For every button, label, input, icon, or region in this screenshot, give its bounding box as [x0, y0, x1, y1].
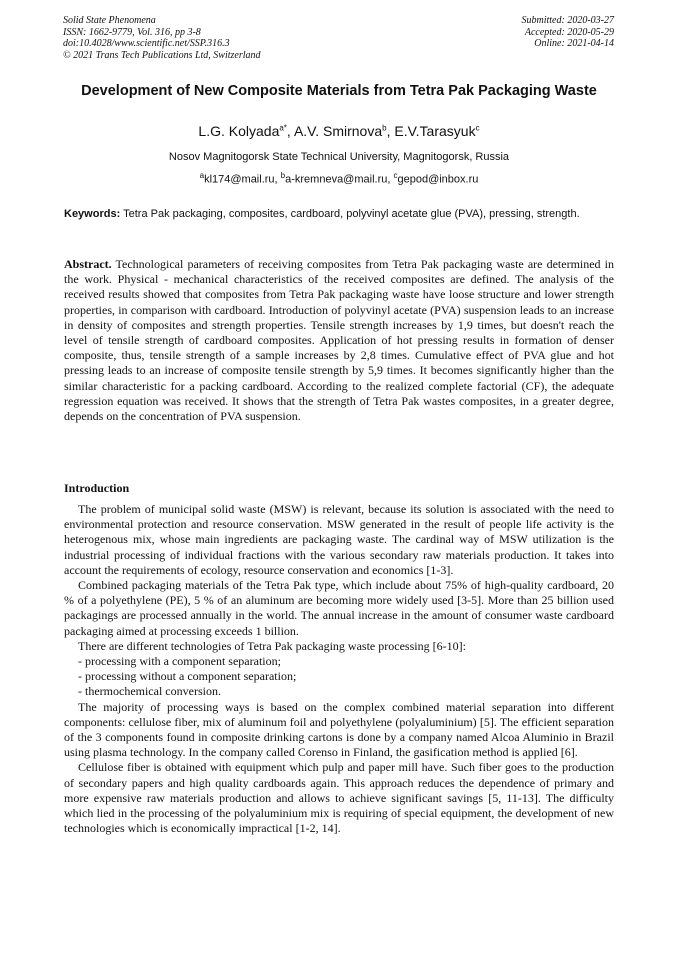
section-heading-introduction: Introduction [64, 481, 130, 495]
online-date: Online: 2021-04-14 [534, 38, 614, 49]
email-1: kl174@mail.ru, [204, 173, 281, 186]
author-1-sup: a* [279, 123, 287, 133]
abstract-label: Abstract. [64, 257, 112, 271]
submission-dates [522, 15, 615, 50]
author-3: E.V.Tarasyuk [394, 123, 476, 139]
abstract [64, 257, 614, 424]
journal-name: Solid State Phenomena [63, 15, 156, 26]
author-2-sup: b [382, 123, 387, 133]
submitted-date: Submitted: 2020-03-27 [521, 15, 614, 26]
intro-paragraph-4: The majority of processing ways is based on the complex combined material separation into different components: cellulose fiber, mix of aluminum foil and polyethylene (polyaluminium) [5]. The efficient separation of the 3 components found in composite drinking cartons is done by a company named Alcoa Aluminio in Brazil using plasma technology. In the company called Corenso in Finland, the gasification method is applied [6]. [64, 699, 614, 760]
paper-title: Development of New Composite Materials from Tetra Pak Packaging Waste [81, 83, 597, 99]
journal-copyright: © 2021 Trans Tech Publications Ltd, Switzerland [63, 49, 261, 61]
keywords-label: Keywords: [64, 208, 121, 220]
abstract-text: Technological parameters of receiving composites from Tetra Pak packaging waste are determined in the work. Physical - mechanical characteristics of the received composites are defined. The analysis of the received results showed that composites from Tetra Pak packaging waste have loose structure and lower strength properties, in comparison with cardboard. Introduction of polyvinyl acetate (PVA) suspension leads to an increase in density of composites and strength properties. Tensile strength increases by 1,9 times, but doesn't reach the level of tensile strength of cardboard composites. Application of hot pressing results in formation of denser composite, thus, tensile strength of a sample increases by 2,8 times. Cumulative effect of PVA glue and hot pressing leads to an increase of composite tensile strength by 5,9 times. It becomes significantly higher than the similar characteristic for a packing cardboard. According to the realized complete factorial (CF), the adequate regression equation was received. It shows that the strength of Tetra Pak wastes composites, in a greater degree, depends on the concentration of PVA suspension. [64, 257, 614, 424]
list-item-1: - processing with a component separation; [78, 654, 281, 669]
journal-info [63, 15, 261, 61]
keywords-text: Tetra Pak packaging, composites, cardboard, polyvinyl acetate glue (PVA), pressing, strength. [120, 208, 580, 220]
keywords [64, 207, 614, 222]
email-3-sup: c [393, 171, 398, 180]
author-emails [0, 171, 678, 186]
author-2: A.V. Smirnova [293, 123, 383, 139]
email-2: a-kremneva@mail.ru, [285, 173, 394, 186]
journal-issn: ISSN: 1662-9779, Vol. 316, pp 3-8 [63, 26, 201, 38]
email-1-sup: a [199, 171, 205, 180]
list-item-2: - processing without a component separation; [78, 669, 297, 684]
email-3: gepod@inbox.ru [397, 173, 479, 186]
journal-doi: doi:10.4028/www.scientific.net/SSP.316.3 [63, 38, 230, 49]
email-2-sup: b [280, 171, 286, 180]
author-1: L.G. Kolyada [198, 123, 280, 139]
accepted-date: Accepted: 2020-05-29 [524, 26, 614, 38]
author-3-sup: c [475, 123, 480, 133]
intro-paragraph-5: Cellulose fiber is obtained with equipment which pulp and paper mill have. Such fiber goes to the production of secondary papers and high quality cardboards again. This approach reduces the dependence of primary and more expensive raw materials production and allows to achieve significant savings [5, 11-13]. The difficulty which lied in the processing of the polyaluminium mix is requiring of special equipment, the development of new technologies which is economically impractical [1-2, 14]. [64, 760, 614, 836]
introduction-body [64, 502, 614, 836]
list-item-3: - thermochemical conversion. [78, 684, 221, 699]
intro-paragraph-2: Combined packaging materials of the Tetra Pak type, which include about 75% of high-quality cardboard, 20 % of a polyethylene (PE), 5 % of an aluminum are becoming more widely used [3-5]. More than 25 billion used packagings are processed annually in the world. The annual increase in the amount of consumer waste cardboard packaging aimed at processing exceeds 1 billion. [64, 578, 614, 638]
affiliation: Nosov Magnitogorsk State Technical University, Magnitogorsk, Russia [168, 151, 510, 163]
intro-paragraph-1: The problem of municipal solid waste (MSW) is relevant, because its solution is associated with the need to environmental protection and resource conservation. MSW generated in the result of people life activity is the heterogenous mix, whose main ingredients are packaging waste. The cardinal way of MSW utilization is the industrial processing of individual fractions with the various secondary raw materials production. It takes into account the requirements of ecology, resource conservation and economics [1-3]. [64, 502, 614, 577]
intro-paragraph-3: There are different technologies of Tetra Pak packaging waste processing [6-10]: [78, 638, 466, 653]
author-list: L.G. Kolyada$^{a*}$, A.V. Smirnova$^b$, E.V.Tarasyuk$^c$ [198, 123, 480, 139]
